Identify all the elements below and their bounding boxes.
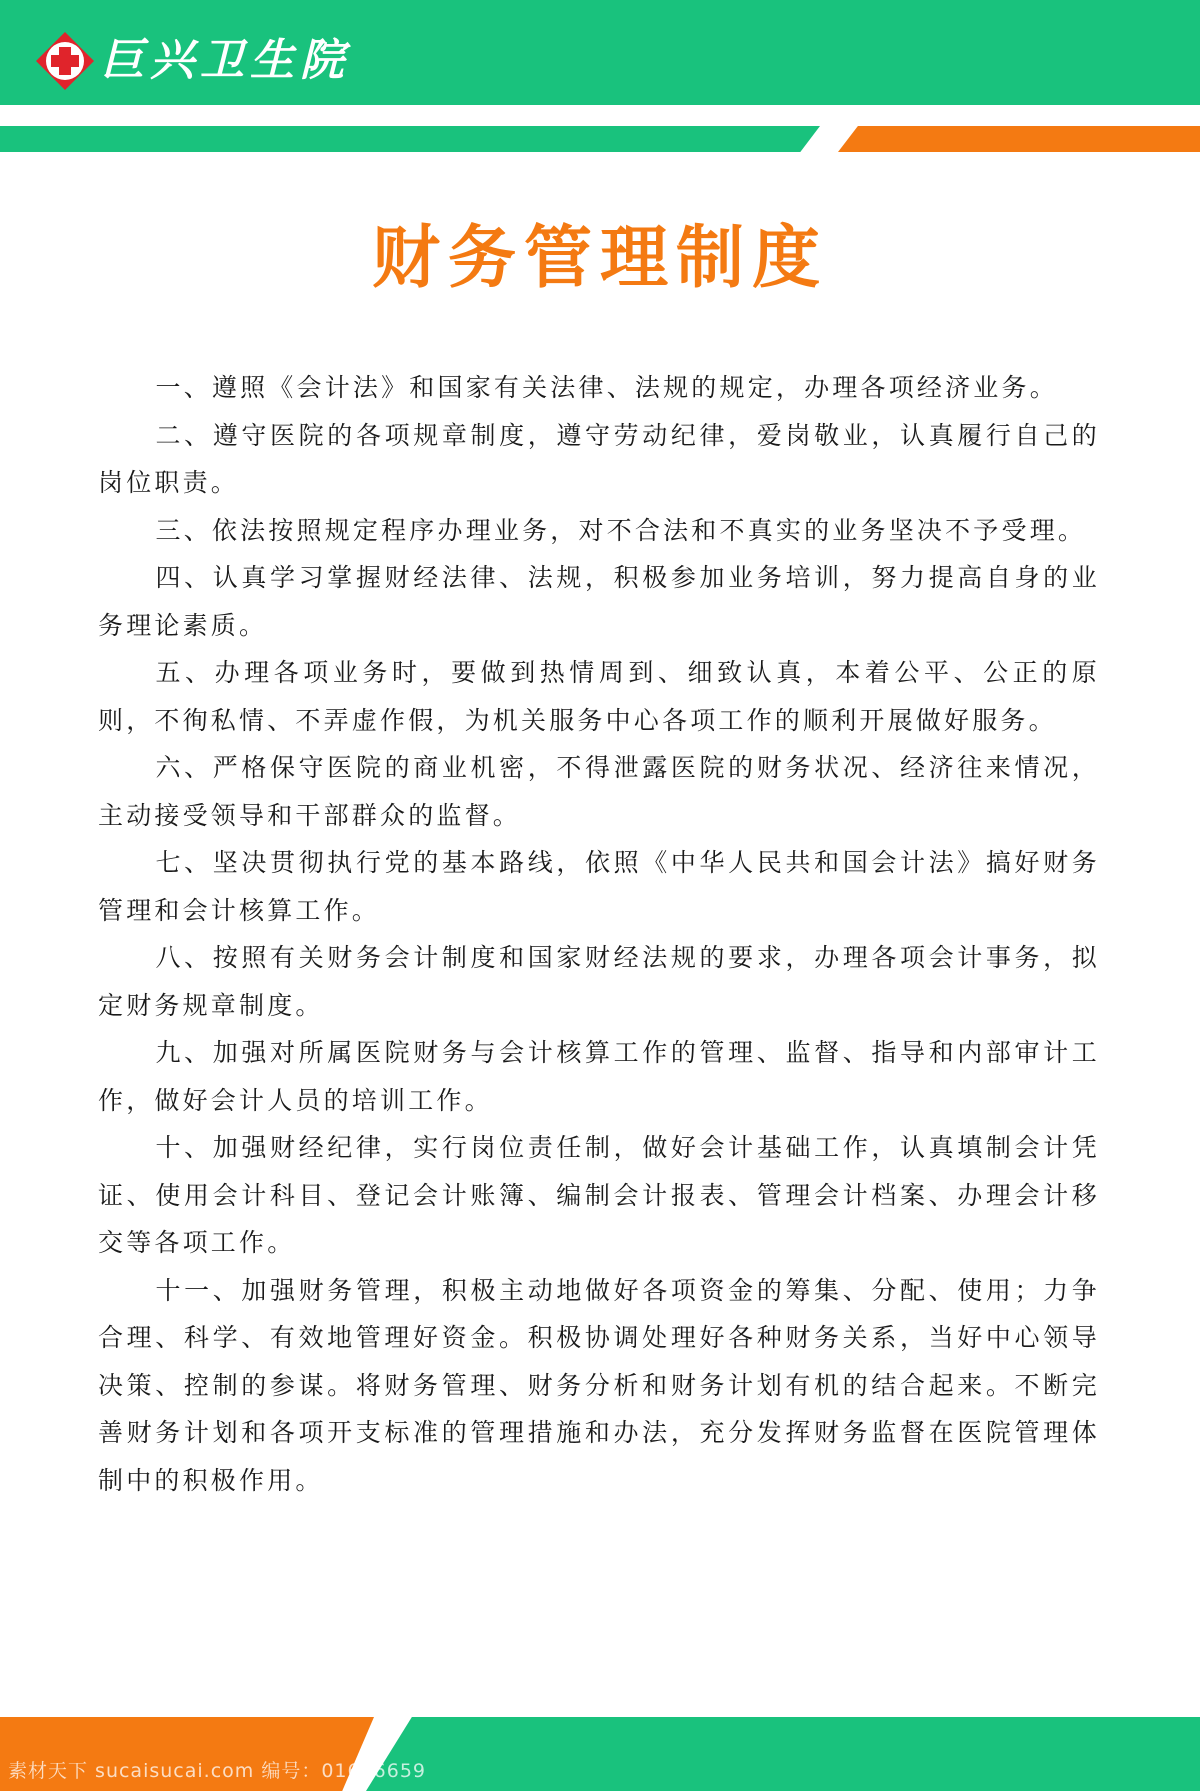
regulation-item-10: 十、加强财经纪律，实行岗位责任制，做好会计基础工作，认真填制会计凭证、使用会计科目、登记会计账簿、编制会计报表、管理会计档案、办理会计移交等各项工作。 (98, 1133, 1100, 1257)
regulation-item-7: 七、坚决贯彻执行党的基本路线，依照《中华人民共和国会计法》搞好财务管理和会计核算工作。 (98, 848, 1100, 925)
regulation-item-3: 三、依法按照规定程序办理业务，对不合法和不真实的业务坚决不予受理。 (155, 515, 1087, 545)
regulation-item-6: 六、严格保守医院的商业机密，不得泄露医院的财务状况、经济往来情况，主动接受领导和干部群众的监督。 (98, 753, 1100, 830)
regulation-item-4: 四、认真学习掌握财经法律、法规，积极参加业务培训，努力提高自身的业务理论素质。 (98, 563, 1100, 640)
page-title: 财务管理制度 (371, 219, 828, 298)
regulation-content (98, 364, 1100, 1504)
hospital-name: 巨兴卫生院 (100, 35, 350, 86)
header-stripe-green (0, 126, 820, 152)
regulation-item-11: 十一、加强财务管理，积极主动地做好各项资金的筹集、分配、使用；力争合理、科学、有效地管理好资金。积极协调处理好各种财务关系，当好中心领导决策、控制的参谋。将财务管理、财务分析和财务计划有机的结合起来。不断完善财务计划和各项开支标准的管理措施和办法，充分发挥财务监督在医院管理体制中的积极作用。 (98, 1275, 1100, 1495)
header-stripe-orange (838, 126, 1200, 152)
regulation-item-8: 八、按照有关财务会计制度和国家财经法规的要求，办理各项会计事务，拟定财务规章制度。 (98, 943, 1100, 1020)
watermark: 素材天下 sucaisucai.com 编号：01656659 (8, 1760, 427, 1782)
regulation-item-1: 一、遵照《会计法》和国家有关法律、法规的规定，办理各项经济业务。 (155, 373, 1058, 402)
red-cross-logo-icon (34, 30, 96, 92)
regulation-item-5: 五、办理各项业务时，要做到热情周到、细致认真，本着公平、公正的原则，不徇私情、不弄虚作假，为机关服务中心各项工作的顺利开展做好服务。 (98, 658, 1100, 735)
regulation-item-2: 二、遵守医院的各项规章制度，遵守劳动纪律，爱岗敬业，认真履行自己的岗位职责。 (98, 420, 1100, 497)
footer-band-green (366, 1717, 1200, 1791)
regulation-item-9: 九、加强对所属医院财务与会计核算工作的管理、监督、指导和内部审计工作，做好会计人员的培训工作。 (98, 1038, 1100, 1115)
